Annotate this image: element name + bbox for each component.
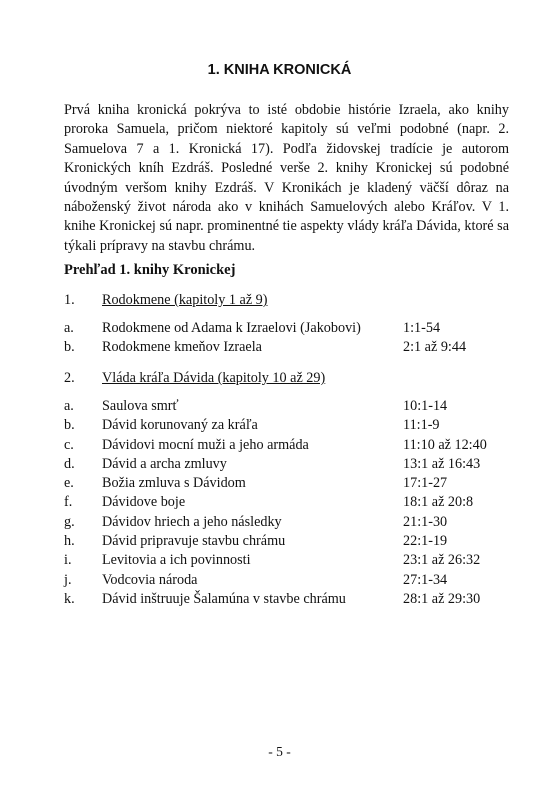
item-text: Levitovia a ich povinnosti [102, 552, 251, 569]
list-item [64, 552, 524, 571]
item-letter: c. [64, 436, 74, 453]
list-item [64, 494, 524, 513]
item-letter: a. [64, 398, 74, 414]
item-reference: 11:1-9 [403, 417, 440, 434]
item-letter: h. [64, 533, 75, 550]
section-number: 1. [64, 292, 75, 308]
item-text: Božia zmluva s Dávidom [102, 475, 246, 492]
item-letter: g. [64, 513, 75, 530]
section-title: Rodokmene (kapitoly 1 až 9) [102, 292, 268, 308]
section-title: Vláda kráľa Dávida (kapitoly 10 až 29) [102, 370, 326, 386]
item-reference: 13:1 až 16:43 [403, 455, 481, 472]
item-reference: 27:1-34 [403, 571, 448, 588]
item-letter: b. [64, 339, 75, 356]
item-text: Dávid inštruuje Šalamúna v stavbe chrámu [102, 590, 346, 607]
item-text: Dávidove boje [102, 494, 186, 511]
item-letter: e. [64, 475, 74, 492]
list-item [64, 475, 524, 494]
list-item [64, 417, 524, 436]
item-letter: f. [64, 494, 73, 511]
item-reference: 23:1 až 26:32 [403, 552, 481, 569]
section-number: 2. [64, 370, 75, 386]
list-item [64, 572, 524, 591]
item-reference: 28:1 až 29:30 [403, 590, 481, 607]
section-heading-2 [64, 370, 325, 387]
item-text: Rodokmene kmeňov Izraela [102, 339, 262, 356]
item-text: Vodcovia národa [102, 571, 198, 588]
list-item [64, 437, 524, 456]
section-heading-1 [64, 292, 267, 309]
item-letter: a. [64, 320, 74, 336]
intro-paragraph: Prvá kniha kronická pokrýva to isté obdobie histórie Izraela, ako knihy proroka Samuela, pričom niektoré kapitoly sú veľmi podobné (napr. 2. Samuelova 7 a 1. Kronická 17). Podľa židovskej tradície je autorom Kronických kníh Ezdráš. Posledné verše 2. knihy Kronickej sú podobné úvodným veršom knihy Ezdráš. V Kronikách je kladený väčší dôraz na náboženský život národa ako v knihách Samuelových alebo Kráľov. V 1. knihe Kronickej sú napr. prominentné tie aspekty vlády kráľa Dávida, ktoré sa týkali prípravy na stavbu chrámu. [64, 102, 509, 254]
item-letter: k. [64, 590, 75, 607]
section-2-list [64, 398, 524, 610]
item-text: Dávid a archa zmluvy [102, 455, 227, 472]
list-item [64, 591, 524, 610]
item-text: Dávidov hriech a jeho následky [102, 513, 282, 530]
section-1-list [64, 320, 524, 359]
item-reference: 22:1-19 [403, 533, 448, 550]
item-reference: 18:1 až 20:8 [403, 494, 474, 511]
item-letter: i. [64, 552, 72, 569]
item-reference: 2:1 až 9:44 [403, 339, 467, 356]
list-item [64, 339, 524, 358]
item-reference: 21:1-30 [403, 513, 448, 530]
item-text: Saulova smrť [102, 398, 179, 414]
page-title: 1. KNIHA KRONICKÁ [207, 62, 352, 78]
item-reference: 1:1-54 [403, 320, 441, 336]
item-text: Rodokmene od Adama k Izraelovi (Jakobovi) [102, 320, 361, 336]
item-reference: 11:10 až 12:40 [403, 436, 487, 453]
item-text: Dávidovi mocní muži a jeho armáda [102, 436, 309, 453]
item-text: Dávid korunovaný za kráľa [102, 417, 258, 434]
overview-heading: Prehľad 1. knihy Kronickej [64, 262, 236, 278]
list-item [64, 398, 524, 417]
item-text: Dávid pripravuje stavbu chrámu [102, 533, 286, 550]
list-item [64, 514, 524, 533]
list-item [64, 533, 524, 552]
item-reference: 10:1-14 [403, 398, 448, 414]
item-letter: d. [64, 455, 75, 472]
list-item [64, 456, 524, 475]
item-letter: j. [64, 571, 72, 588]
item-reference: 17:1-27 [403, 475, 448, 492]
item-letter: b. [64, 417, 75, 434]
list-item [64, 320, 524, 339]
page-number: - 5 - [268, 744, 291, 759]
